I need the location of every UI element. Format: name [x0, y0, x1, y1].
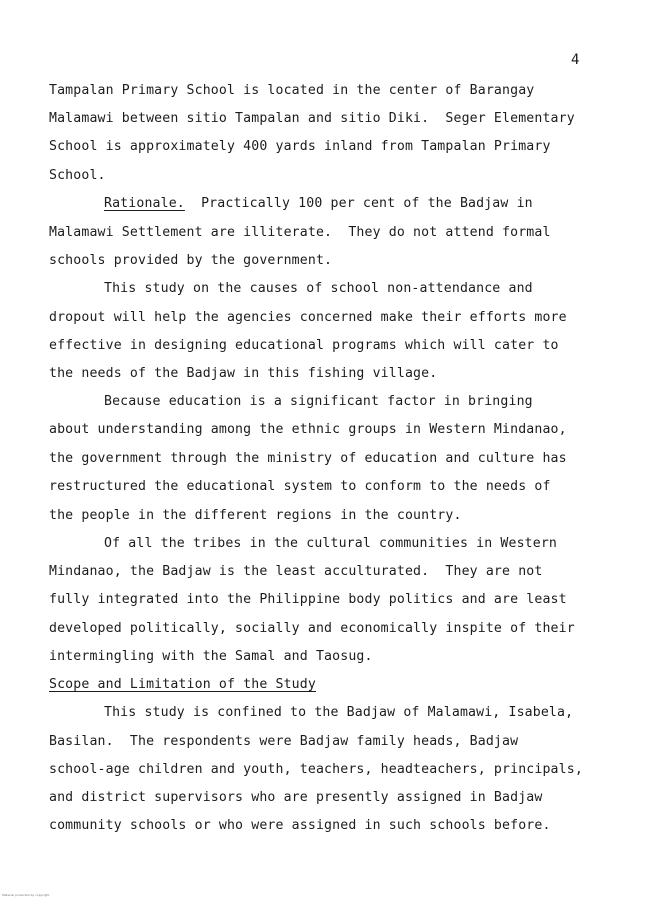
text-line: Tampalan Primary School is located in the center of Barangay — [49, 83, 535, 98]
rationale-paragraph-start — [104, 196, 533, 211]
rationale-heading: Rationale. — [104, 196, 185, 211]
text-line: fully integrated into the Philippine body politics and are least — [49, 592, 567, 607]
text-line: Basilan. The respondents were Badjaw family heads, Badjaw — [49, 734, 519, 749]
text-line: This study on the causes of school non-attendance and — [104, 281, 533, 296]
text-line: School. — [49, 168, 106, 183]
text-line: the government through the ministry of education and culture has — [49, 451, 567, 466]
text-line: Malamawi Settlement are illiterate. They do not attend formal — [49, 225, 551, 240]
text-line: This study is confined to the Badjaw of Malamawi, Isabela, — [104, 705, 574, 720]
text-line: School is approximately 400 yards inland from Tampalan Primary — [49, 139, 551, 154]
text-line: Of all the tribes in the cultural communities in Western — [104, 536, 558, 551]
section-heading: Scope and Limitation of the Study — [49, 677, 316, 692]
text-line: the needs of the Badjaw in this fishing village. — [49, 366, 438, 381]
text-line: Practically 100 per cent of the Badjaw in — [184, 196, 533, 211]
text-line: effective in designing educational programs which will cater to — [49, 338, 559, 353]
text-line: the people in the different regions in the country. — [49, 508, 462, 523]
text-line: Mindanao, the Badjaw is the least acculturated. They are not — [49, 564, 543, 579]
text-line: dropout will help the agencies concerned make their efforts more — [49, 310, 567, 325]
text-line: developed politically, socially and economically inspite of their — [49, 621, 575, 636]
text-line: community schools or who were assigned in such schools before. — [49, 818, 551, 833]
page-number: 4 — [571, 52, 580, 68]
footer-note: Material protected by copyright — [2, 893, 50, 897]
text-line: Malamawi between sitio Tampalan and sitio Diki. Seger Elementary — [49, 111, 575, 126]
text-line: and district supervisors who are presently assigned in Badjaw — [49, 790, 543, 805]
text-line: schools provided by the government. — [49, 253, 333, 268]
text-line: school-age children and youth, teachers, headteachers, principals, — [49, 762, 583, 777]
text-line: Because education is a significant factor in bringing — [104, 394, 533, 409]
text-line: restructured the educational system to conform to the needs of — [49, 479, 551, 494]
text-line: about understanding among the ethnic groups in Western Mindanao, — [49, 422, 567, 437]
text-line: intermingling with the Samal and Taosug. — [49, 649, 373, 664]
